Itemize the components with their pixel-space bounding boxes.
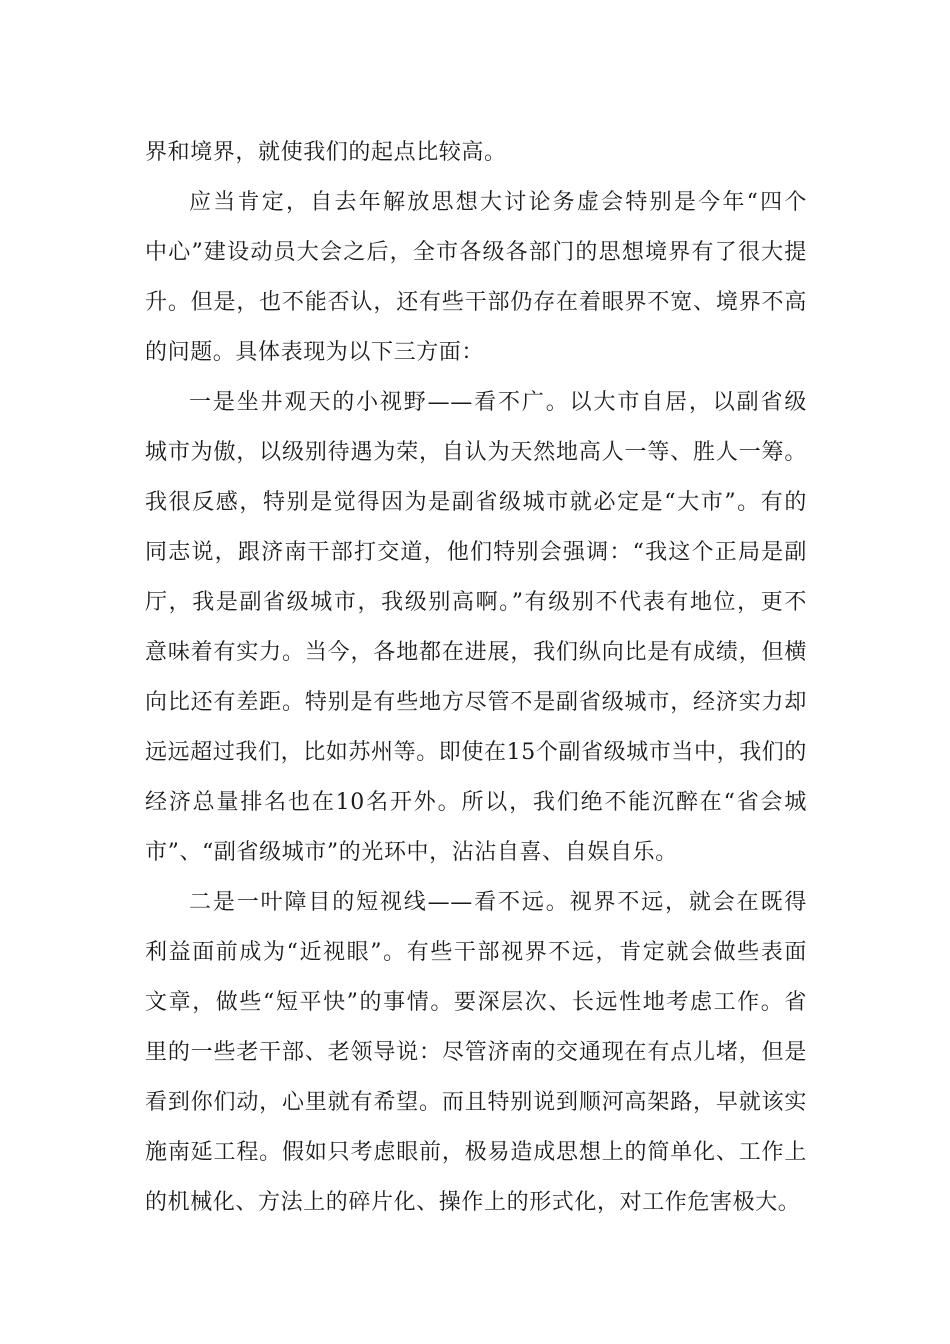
text-line: 同志说，跟济南干部打交道，他们特别会强调：“我这个正局是副 (145, 540, 807, 565)
text-line: 里的一些老干部、老领导说：尽管济南的交通现在有点儿堵，但是 (145, 1040, 807, 1065)
paragraph-start-line: 二是一叶障目的短视线——看不远。视界不远，就会在既得 (189, 890, 807, 915)
paragraph-start-line: 一是坐井观天的小视野——看不广。以大市自居，以副省级 (189, 390, 807, 415)
paragraph-start-line: 应当肯定，自去年解放思想大讨论务虚会特别是今年“四个 (189, 190, 807, 215)
text-line: 中心”建设动员大会之后，全市各级各部门的思想境界有了很大提 (145, 240, 807, 265)
text-line: 看到你们动，心里就有希望。而且特别说到顺河高架路，早就该实 (145, 1090, 807, 1115)
text-line: 的问题。具体表现为以下三方面： (145, 340, 485, 365)
text-line: 远远超过我们，比如苏州等。即使在15个副省级城市当中，我们的 (145, 740, 807, 765)
body-text (145, 128, 807, 1228)
text-line: 市”、“副省级城市”的光环中，沾沾自喜、自娱自乐。 (145, 840, 678, 865)
text-line: 我很反感，特别是觉得因为是副省级城市就必定是“大市”。有的 (145, 490, 807, 515)
text-line: 向比还有差距。特别是有些地方尽管不是副省级城市，经济实力却 (145, 690, 807, 715)
text-line: 利益面前成为“近视眼”。有些干部视界不远，肯定就会做些表面 (145, 940, 807, 965)
text-line: 厅，我是副省级城市，我级别高啊。”有级别不代表有地位，更不 (145, 590, 807, 615)
text-line: 升。但是，也不能否认，还有些干部仍存在着眼界不宽、境界不高 (145, 290, 807, 315)
text-line: 文章，做些“短平快”的事情。要深层次、长远性地考虑工作。省 (145, 990, 807, 1015)
text-line: 界和境界，就使我们的起点比较高。 (145, 140, 507, 165)
text-line: 施南延工程。假如只考虑眼前，极易造成思想上的简单化、工作上 (145, 1140, 807, 1165)
text-line: 意味着有实力。当今，各地都在进展，我们纵向比是有成绩，但横 (145, 640, 807, 665)
text-line: 的机械化、方法上的碎片化、操作上的形式化，对工作危害极大。 (145, 1190, 801, 1215)
text-line: 经济总量排名也在10名开外。所以，我们绝不能沉醉在“省会城 (145, 790, 807, 815)
text-line: 城市为傲，以级别待遇为荣，自认为天然地高人一等、胜人一筹。 (145, 440, 807, 465)
